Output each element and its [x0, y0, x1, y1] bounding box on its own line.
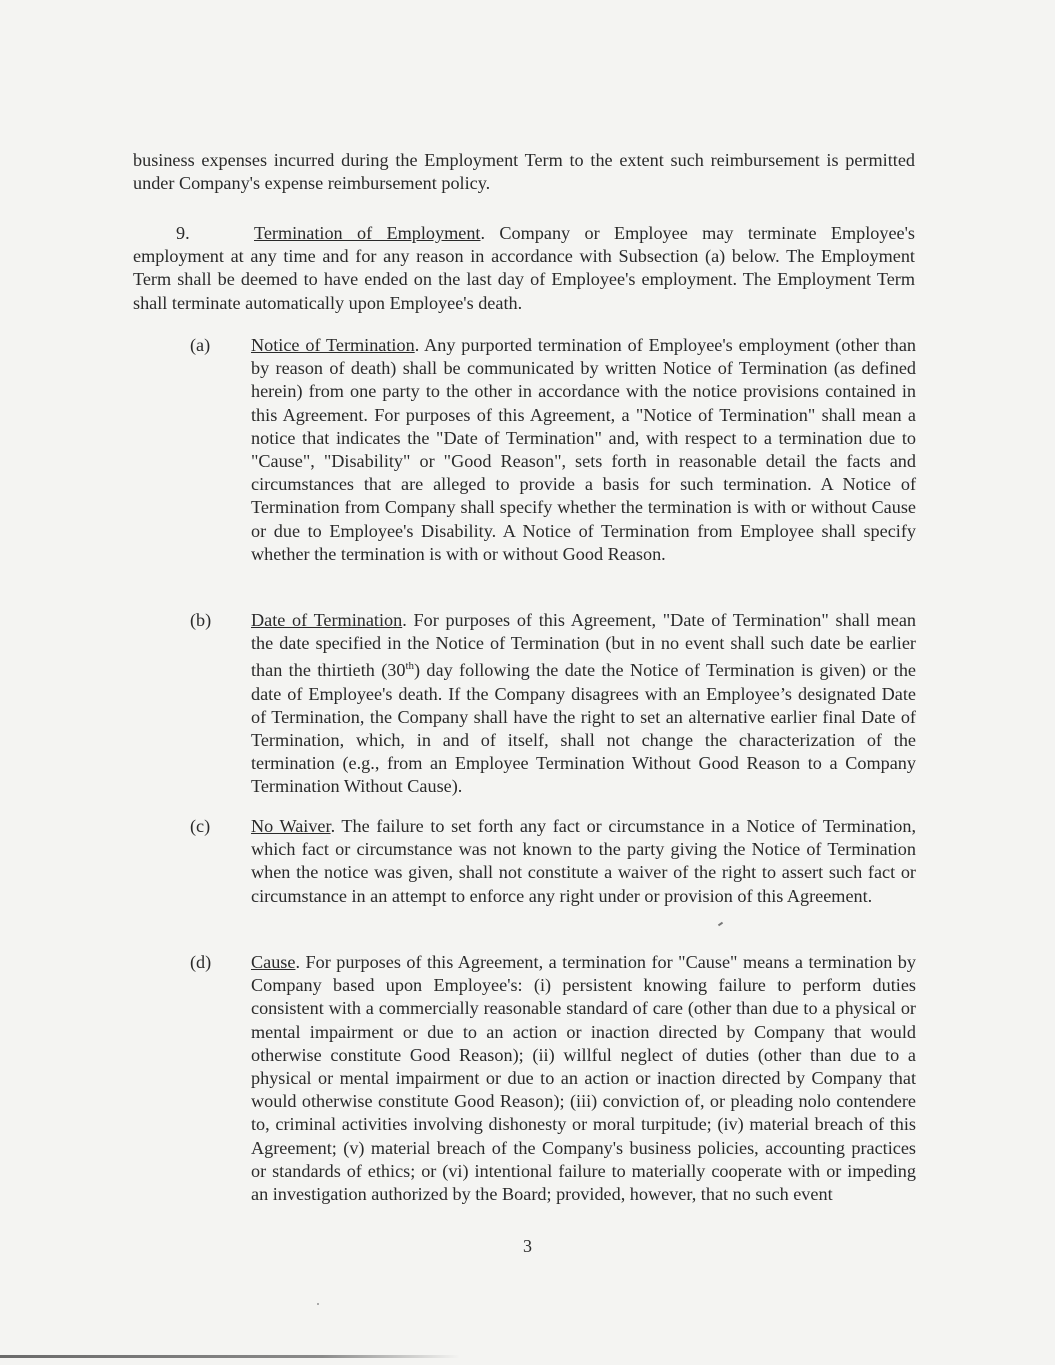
subsection-b-superscript: th — [405, 660, 415, 673]
subsection-c-heading: No Waiver — [251, 816, 331, 836]
section-9-heading: Termination of Employment — [254, 223, 481, 243]
subsection-b-heading: Date of Termination — [251, 610, 403, 630]
subsection-d — [190, 951, 916, 1206]
subsection-b — [190, 609, 916, 799]
subsection-c-label: (c) — [190, 816, 211, 836]
section-9-number: 9. — [176, 223, 190, 243]
intro-paragraph — [133, 149, 915, 195]
subsection-c — [190, 815, 916, 908]
section-9-text: . Company or Employee may terminate Employee's employment at any time and for any reason in accordance with Subsection (a) below. The Employment Term shall be deemed to have ended on the last day of Employee's employment. The Employment Term shall terminate automatically upon Employee's death. — [133, 223, 915, 313]
subsection-a — [190, 334, 916, 566]
page-number: 3 — [523, 1236, 532, 1256]
subsection-b-text-after: ) day following the date the Notice of Termination is given) or the date of Employee's death. If the Company disagrees with an Employee’s designated Date of Termination, the Company shall have the right to set an alternative earlier final Date of Termination, which, in and of itself, shall not change the characterization of the termination (e.g., from an Employee Termination Without Good Reason to a Company Termination Without Cause). — [251, 660, 917, 797]
subsection-c-body — [251, 815, 916, 908]
subsection-a-body — [251, 334, 916, 566]
subsection-b-label: (b) — [190, 610, 212, 630]
scan-edge-line — [0, 1355, 460, 1358]
subsection-c-text: . The failure to set forth any fact or circumstance in a Notice of Termination, which fact or circumstance was not known to the party giving the Notice of Termination when the notice was given, shall not constitute a waiver of the right to assert such fact or circumstance in an attempt to enforce any right under or provision of this Agreement. — [251, 816, 917, 906]
subsection-a-label: (a) — [190, 335, 211, 355]
subsection-d-label: (d) — [190, 952, 212, 972]
scan-mark — [718, 922, 723, 927]
subsection-b-text-before: . For purposes of this Agreement, "Date of Termination" shall mean the date specified in the Notice of Termination (but in no event shall such date be earlier than the thirtieth (30 — [251, 610, 916, 681]
scan-dot — [317, 1303, 319, 1305]
subsection-a-heading: Notice of Termination — [251, 335, 415, 355]
subsection-d-text: . For purposes of this Agreement, a termination for "Cause" means a termination by Company based upon Employee's: (i) persistent knowing failure to perform duties consistent with a commercially reasonable standard of care (other than due to a physical or mental impairment or due to an action or inaction directed by Company that would otherwise constitute Good Reason); (ii) willful neglect of duties (other than due to a physical or mental impairment or due to an action or inaction directed by Company that would otherwise constitute Good Reason); (iii) conviction of, or pleading nolo contendere to, criminal activities involving dishonesty or moral turpitude; (iv) material breach of this Agreement; (v) material breach of the Company's business policies, accounting practices or standards of ethics; or (vi) intentional failure to materially cooperate with or impeding an investigation authorized by the Board; provided, however, that no such event — [251, 952, 916, 1205]
subsection-b-body — [251, 609, 916, 799]
subsection-a-text: . Any purported termination of Employee's employment (other than by reason of death) shall be communicated by written Notice of Termination (as defined herein) from one party to the other in accordance with the notice provisions contained in this Agreement. For purposes of this Agreement, a "Notice of Termination" shall mean a notice that indicates the "Date of Termination" and, with respect to a termination due to "Cause", "Disability" or "Good Reason", sets forth in reasonable detail the facts and circumstances that are alleged to provide a basis for such termination. A Notice of Termination from Company shall specify whether the termination is with or without Cause or due to Employee's Disability. A Notice of Termination from Employee shall specify whether the termination is with or without Good Reason. — [251, 335, 916, 564]
subsection-d-heading: Cause — [251, 952, 296, 972]
intro-text: business expenses incurred during the Employment Term to the extent such reimbursement is permitted under Company's expense reimbursement policy. — [133, 150, 915, 194]
subsection-d-body — [251, 951, 916, 1206]
section-9-paragraph — [133, 222, 915, 315]
